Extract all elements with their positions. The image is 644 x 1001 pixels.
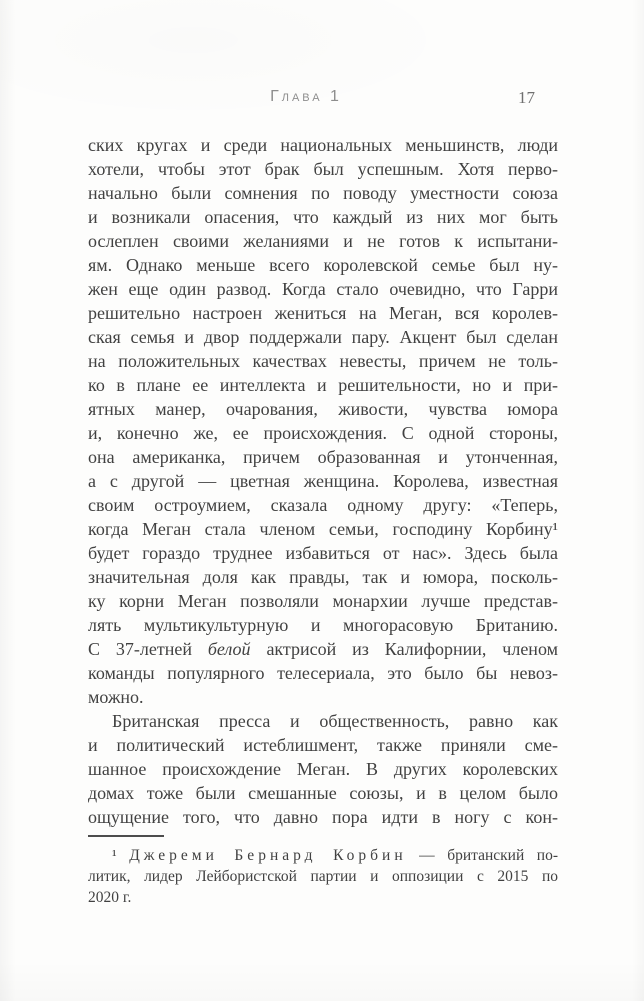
chapter-title: Глава 1	[270, 88, 342, 105]
footnote	[88, 845, 558, 908]
body-line: команды популярного телесериала, это было бы невоз-	[88, 663, 558, 683]
body-line: ощущение того, что давно пора идти в ногу с кон-	[88, 807, 558, 827]
body-line: Британская пресса и общественность, равно как	[112, 711, 558, 731]
footnote-separator	[88, 835, 164, 837]
body-line: а с другой — цветная женщина. Королева, известная	[88, 471, 558, 491]
body-line: ская семья и двор поддержали пару. Акцент был сделан	[88, 327, 558, 347]
body-line: она американка, причем образованная и утонченная,	[88, 447, 558, 467]
body-line	[88, 637, 558, 661]
body-line: домах тоже были смешанные союзы, и в целом было	[88, 783, 558, 803]
body-line: ям. Однако меньше всего королевской семье был ну-	[88, 255, 558, 275]
body-line: и, конечно же, ее происхождения. С одной стороны,	[88, 423, 558, 443]
body-text-segment: актрисой из Калифорнии, членом	[250, 639, 558, 659]
body-line: своим остроумием, сказала одному другу: «Теперь,	[88, 495, 558, 515]
body-line: шанное происхождение Меган. В других королевских	[88, 759, 558, 779]
body-line: лять мультикультурную и многорасовую Британию.	[88, 615, 558, 635]
body-text	[88, 133, 558, 829]
body-line: ослеплен своими желаниями и не готов к испытани-	[88, 231, 558, 251]
body-line: начально были сомнения по поводу уместности союза	[88, 183, 558, 203]
footnote-text-segment: — британский по-	[406, 847, 558, 864]
footnote-line: литик, лидер Лейбористской партии и оппозиции с 2015 по	[88, 868, 558, 885]
body-line: решительно настроен жениться на Меган, вся королев-	[88, 303, 558, 323]
body-line: и политический истеблишмент, также приняли сме-	[88, 735, 558, 755]
body-line: хотели, чтобы этот брак был успешным. Хотя перво-	[88, 159, 558, 179]
footnote-person-name: Джереми Бернард Корбин	[129, 847, 407, 864]
body-line: можно.	[88, 687, 144, 707]
footnote-line	[88, 845, 558, 866]
body-line: когда Меган стала членом семьи, господину Корбину¹	[88, 519, 558, 539]
body-line: жен еще один развод. Когда стало очевидно, что Гарри	[88, 279, 558, 299]
body-line: на положительных качествах невесты, причем не толь-	[88, 351, 558, 371]
body-line: ку корни Меган позволяли монархии лучше представ-	[88, 591, 558, 611]
page-number: 17	[518, 88, 535, 107]
footnote-line: 2020 г.	[88, 889, 132, 906]
running-head	[88, 88, 558, 108]
footnote-marker: ¹	[112, 847, 130, 864]
body-line: ко в плане ее интеллекта и решительности, но и при-	[88, 375, 558, 395]
body-text-segment: С 37-летней	[88, 639, 208, 659]
italic-word: белой	[207, 639, 251, 659]
body-line: значительная доля как правды, так и юмора, посколь-	[88, 567, 558, 587]
body-line: ских кругах и среди национальных меньшинств, люди	[88, 135, 558, 155]
body-line: и возникали опасения, что каждый из них мог быть	[88, 207, 558, 227]
body-line: будет гораздо труднее избавиться от нас». Здесь была	[88, 543, 558, 563]
body-line: ятных манер, очарования, живости, чувства юмора	[88, 399, 558, 419]
